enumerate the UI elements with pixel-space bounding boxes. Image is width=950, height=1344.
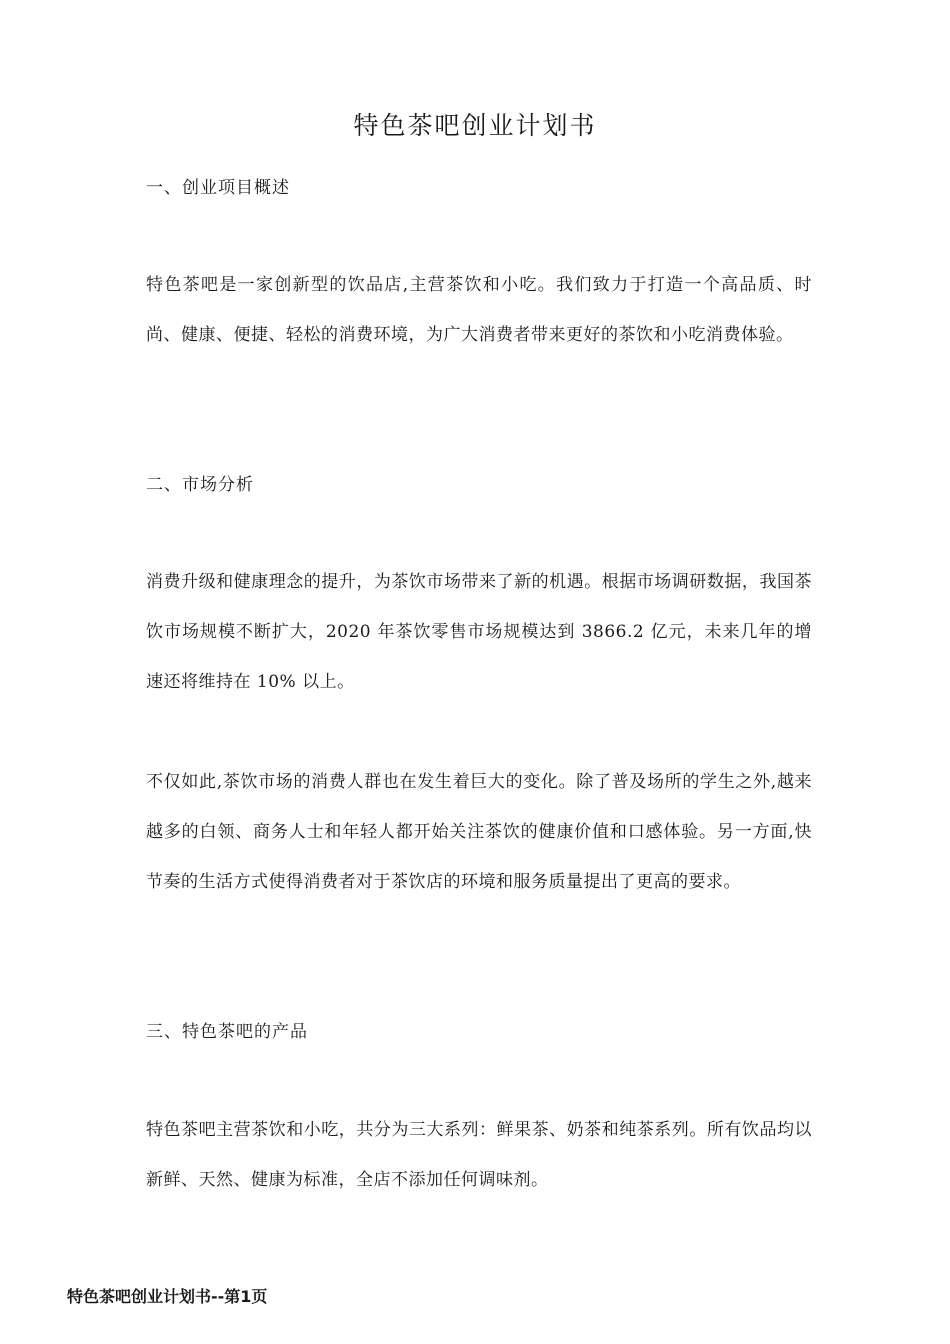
document-title: 特色茶吧创业计划书 <box>353 111 597 140</box>
page-footer: 特色茶吧创业计划书--第1页 <box>67 1287 268 1306</box>
section-heading-market-analysis: 二、市场分析 <box>146 475 254 495</box>
section-heading-products: 三、特色茶吧的产品 <box>146 1022 308 1042</box>
paragraph-overview: 特色茶吧是一家创新型的饮品店,主营茶饮和小吃。我们致力于打造一个高品质、时尚、健康、便捷、轻松的消费环境，为广大消费者带来更好的茶饮和小吃消费体验。 <box>146 275 812 345</box>
section-heading-overview: 一、创业项目概述 <box>146 178 290 198</box>
paragraph-market-growth: 消费升级和健康理念的提升，为茶饮市场带来了新的机遇。根据市场调研数据，我国茶饮市场规模不断扩大，2020 年茶饮零售市场规模达到 3866.2 亿元，未来几年的增速还将维持在 10% 以上。 <box>146 572 812 692</box>
paragraph-products: 特色茶吧主营茶饮和小吃，共分为三大系列：鲜果茶、奶茶和纯茶系列。所有饮品均以新鲜、天然、健康为标准，全店不添加任何调味剂。 <box>146 1120 812 1190</box>
paragraph-consumer-change: 不仅如此,茶饮市场的消费人群也在发生着巨大的变化。除了普及场所的学生之外,越来越多的白领、商务人士和年轻人都开始关注茶饮的健康价值和口感体验。另一方面,快节奏的生活方式使得消费者对于茶饮店的环境和服务质量提出了更高的要求。 <box>146 772 812 892</box>
